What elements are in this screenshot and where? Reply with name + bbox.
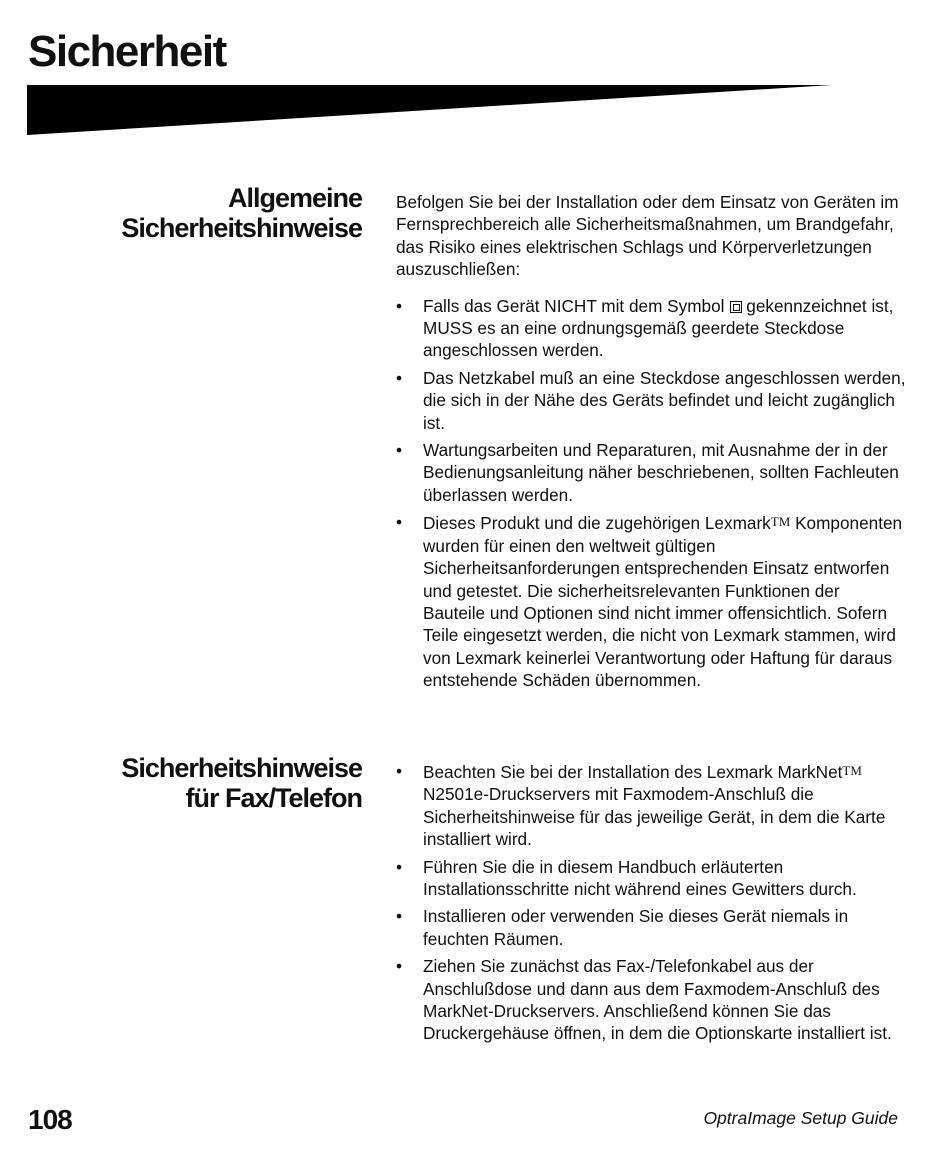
section-heading-general-safety xyxy=(40,183,362,243)
list-item xyxy=(396,760,906,851)
page-title: Sicherheit xyxy=(28,27,226,76)
double-square-icon xyxy=(730,301,742,313)
heading-line: für Fax/Telefon xyxy=(185,783,362,813)
list-item: • Führen Sie die in diesem Handbuch erläuterten Installationsschritte nicht während eines Gewitters durch. xyxy=(396,856,906,901)
list-item: • Ziehen Sie zunächst das Fax-/Telefonkabel aus der Anschlußdose und dann aus dem Faxmodem-Anschluß des MarkNet-Druckservers. Anschließend können Sie das Druckergehäuse öffnen, in dem die Optionskarte installiert ist. xyxy=(396,955,906,1045)
title-wedge-bar xyxy=(0,0,950,150)
list-item xyxy=(396,295,906,362)
heading-line: Sicherheitshinweise xyxy=(121,213,362,243)
list-item-text: N2501e-Druckservers mit Faxmodem-Anschluß die Sicherheitshinweise für das jeweilige Gerät, in dem die Karte installiert wird. xyxy=(423,784,886,850)
list-item-text: Dieses Produkt und die zugehörigen Lexmark xyxy=(423,513,771,534)
page-number: 108 xyxy=(28,1104,72,1135)
heading-line: Sicherheitshinweise xyxy=(121,753,362,783)
footer-guide-title: OptraImage Setup Guide xyxy=(703,1108,898,1128)
list-item-text: gekennzeichnet ist, MUSS es an eine ordnungsgemäß geerdete Steckdose angeschlossen werden. xyxy=(423,295,894,361)
list-item: • Installieren oder verwenden Sie dieses Gerät niemals in feuchten Räumen. xyxy=(396,905,906,950)
bullet-list xyxy=(396,295,906,692)
list-item-text: Komponenten wurden für einen den weltweit gültigen Sicherheitsanforderungen entsprechenden Einsatz entworfen und getestet. Die sicherheitsrelevanten Funktionen der Bauteile und Optionen sind nicht immer offensichtlich. Sofern Teile eingesetzt werden, die nicht von Lexmark stammen, wird von Lexmark keinerlei Verantwortung oder Haftung für daraus entstehende Schäden übernommen. xyxy=(423,513,903,691)
section-body-fax-phone-safety xyxy=(396,760,906,1050)
list-item xyxy=(396,511,906,691)
bullet-list xyxy=(396,760,906,1045)
section-body-general-safety xyxy=(396,191,906,697)
section-heading-fax-phone-safety xyxy=(40,753,362,813)
trademark-mark: TM xyxy=(842,763,862,778)
list-item: • Wartungsarbeiten und Reparaturen, mit Ausnahme der in der Bedienungsanleitung näher beschriebenen, sollten Fachleuten überlassen werden. xyxy=(396,439,906,506)
list-item-text: Beachten Sie bei der Installation des Lexmark MarkNet xyxy=(423,762,843,782)
list-item: • Das Netzkabel muß an eine Steckdose angeschlossen werden, die sich in der Nähe des Geräts befindet und leicht zugänglich ist. xyxy=(396,367,906,434)
intro-paragraph: Befolgen Sie bei der Installation oder dem Einsatz von Geräten im Fernsprechbereich alle Sicherheitsmaßnahmen, um Brandgefahr, das Risiko eines elektrischen Schlags und Körperverletzungen auszuschließen: xyxy=(396,192,899,280)
trademark-mark: TM xyxy=(770,514,791,530)
list-item-text: Falls das Gerät NICHT mit dem Symbol xyxy=(423,295,725,316)
heading-line: Allgemeine xyxy=(227,183,362,213)
